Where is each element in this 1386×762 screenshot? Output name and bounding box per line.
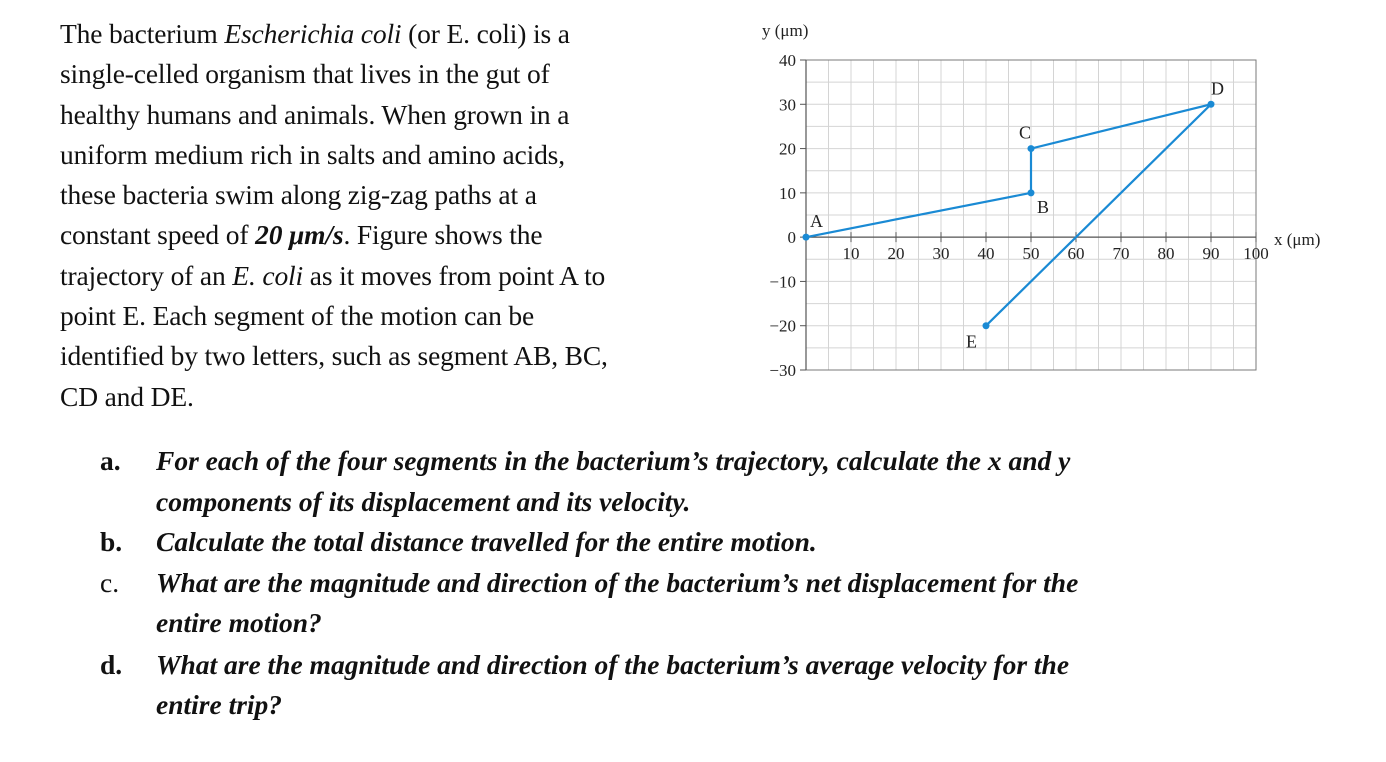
y-tick-label--10: −10 [769,272,796,292]
point-label-A: A [810,211,823,232]
speed-value: 20 μm/s [255,219,344,251]
intro-line-3: healthy humans and animals. When grown in a [60,98,570,130]
point-D [1208,101,1215,108]
intro-line-1: The bacterium Escherichia coli (or E. coli) is a [60,18,570,49]
intro-line-7: trajectory of an E. coli as it moves from point A to [60,259,606,291]
question-list [100,441,1320,726]
x-tick-label-100: 100 [1243,244,1269,264]
x-tick-label-50: 50 [1022,244,1040,264]
x-axis-label: x (μm) [1274,230,1321,250]
y-tick-label-0: 0 [787,228,796,248]
intro-line-8: point E. Each segment of the motion can be [60,300,535,332]
y-tick-label-40: 40 [779,51,796,70]
point-label-D: D [1211,78,1224,99]
y-tick-label-10: 10 [779,183,796,203]
question-d: d. What are the magnitude and direction of the bacterium’s average velocity for the entire trip? [100,648,1070,720]
x-tick-label-60: 60 [1067,244,1085,264]
x-tick-label-10: 10 [842,244,860,264]
point-label-E: E [966,331,977,352]
problem-statement [60,14,740,417]
point-A [803,234,810,241]
point-C [1028,145,1035,152]
x-tick-label-90: 90 [1202,244,1220,264]
intro-line-2: single-celled organism that lives in the gut of [60,58,550,90]
y-tick-label--30: −30 [769,361,796,380]
x-tick-label-20: 20 [887,244,905,264]
point-B [1028,189,1035,196]
trajectory-chart [730,10,1370,390]
point-label-C: C [1019,122,1032,143]
y-axis-label: y (μm) [762,21,809,40]
x-tick-label-70: 70 [1112,244,1130,264]
point-E [983,322,990,329]
intro-line-5: these bacteria swim along zig-zag paths at a [60,179,537,211]
y-tick-label--20: −20 [769,316,796,336]
intro-line-9: identified by two letters, such as segment AB, BC, [60,340,608,372]
intro-line-4: uniform medium rich in salts and amino acids, [60,138,565,170]
question-a: a. For each of the four segments in the bacterium’s trajectory, calculate the x and y components of its displacement and its velocity. [100,445,1071,517]
question-c: c. What are the magnitude and direction of the bacterium’s net displacement for the entire motion? [100,566,1079,638]
x-tick-label-30: 30 [932,244,950,264]
intro-line-6: constant speed of 20 μm/s. Figure shows the [60,219,543,251]
question-b: b. Calculate the total distance travelled for the entire motion. [100,526,817,557]
intro-line-10: CD and DE. [60,380,194,412]
point-label-B: B [1037,196,1050,217]
x-tick-label-40: 40 [977,244,995,264]
y-tick-label-30: 30 [779,95,796,115]
y-tick-label-20: 20 [779,139,796,159]
x-tick-label-80: 80 [1157,244,1175,264]
